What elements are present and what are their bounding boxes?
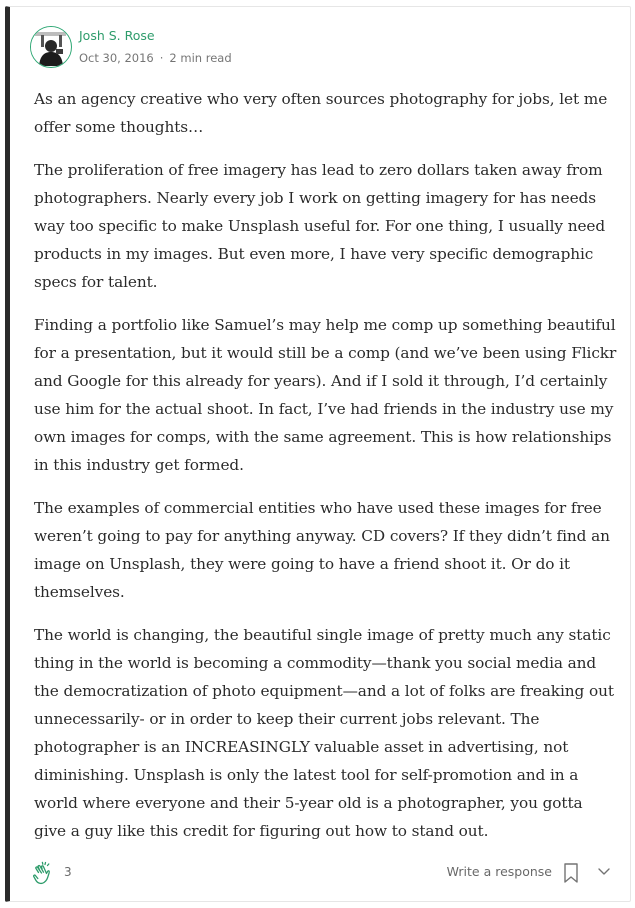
clap-icon xyxy=(30,874,58,891)
response-body[interactable] xyxy=(34,85,619,860)
read-time: 2 min read xyxy=(169,51,232,65)
avatar[interactable] xyxy=(30,26,72,68)
post-meta xyxy=(79,51,232,65)
response-footer xyxy=(30,859,612,887)
write-response-link[interactable]: Write a response xyxy=(446,864,552,879)
author-name[interactable]: Josh S. Rose xyxy=(79,28,155,43)
meta-separator: · xyxy=(159,51,164,65)
paragraph: The proliferation of free imagery has lead to zero dollars taken away from photographers. Nearly every job I work on getting imagery for has needs way too specific to make Unsplash useful for. For one thing, I usually need products in my images. But even more, I have very specific demographic specs for talent. xyxy=(34,161,606,291)
paragraph: As an agency creative who very often sources photography for jobs, let me offer some thoughts… xyxy=(34,90,608,136)
chevron-down-icon[interactable] xyxy=(596,863,612,881)
clap-count[interactable]: 3 xyxy=(64,865,72,879)
post-date[interactable]: Oct 30, 2016 xyxy=(79,51,154,65)
paragraph: Finding a portfolio like Samuel’s may help me comp up something beautiful for a presentation, but it would still be a comp (and we’ve been using Flickr and Google for this already for years). And if I sold it through, I’d certainly use him for the actual shoot. In fact, I’ve had friends in the industry use my own images for comps, with the same agreement. This is how relationships in this industry get formed. xyxy=(34,316,617,474)
clap-button[interactable] xyxy=(30,859,58,887)
paragraph: The examples of commercial entities who have used these images for free weren’t going to pay for anything anyway. CD covers? If they didn’t find an image on Unsplash, they were going to have a friend shoot it. Or do it themselves. xyxy=(34,499,610,601)
paragraph: The world is changing, the beautiful single image of pretty much any static thing in the world is becoming a commodity—thank you social media and the democratization of photo equipment—and a lot of folks are freaking out unnecessarily- or in order to keep their current jobs relevant. The photographer is an INCREASINGLY valuable asset in advertising, not diminishing. Unsplash is only the latest tool for self-promotion and in a world where everyone and their 5-year old is a photographer, you gotta give a guy like this credit for figuring out how to stand out. xyxy=(34,626,614,840)
response-card xyxy=(5,6,631,902)
bookmark-icon[interactable] xyxy=(563,862,579,884)
